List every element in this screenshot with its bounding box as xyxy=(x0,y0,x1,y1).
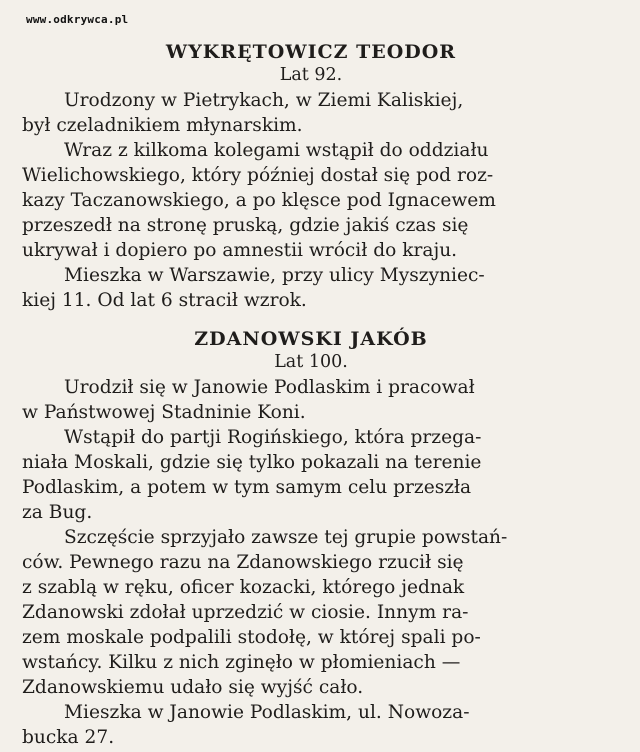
entry-name: ZDANOWSKI JAKÓB xyxy=(194,328,428,350)
text-line: Urodzony w Pietrykach, w Ziemi Kaliskiej, xyxy=(64,90,464,111)
text-line: Zdanowski zdołał uprzedzić w ciosie. Innym ra- xyxy=(22,602,469,623)
entry-age: Lat 100. xyxy=(274,352,348,372)
watermark: www.odkrywca.pl xyxy=(26,13,129,26)
text-line: ców. Pewnego razu na Zdanowskiego rzucił się xyxy=(22,552,464,573)
text-line: kazy Taczanowskiego, a po klęsce pod Ignacewem xyxy=(22,190,496,211)
entry-name: WYKRĘTOWICZ TEODOR xyxy=(165,41,457,63)
text-line: Wielichowskiego, który później dostał się pod roz- xyxy=(22,165,494,186)
paragraph xyxy=(22,138,600,263)
text-line: Wraz z kilkoma kolegami wstąpił do oddziału xyxy=(64,140,489,161)
text-line: ukrywał i dopiero po amnestii wrócił do kraju. xyxy=(22,240,458,261)
text-line: Mieszka w Warszawie, przy ulicy Myszyniec- xyxy=(64,265,485,286)
entry-age: Lat 92. xyxy=(279,65,343,85)
text-line: bucka 27. xyxy=(22,727,115,748)
document-page xyxy=(22,40,600,750)
text-line: zem moskale podpalili stodołę, w której spali po- xyxy=(22,627,481,648)
entry-zdanowski xyxy=(22,327,600,750)
text-line: Mieszka w Janowie Podlaskim, ul. Nowoza- xyxy=(64,702,470,723)
text-line: kiej 11. Od lat 6 stracił wzrok. xyxy=(22,290,307,311)
text-line: Zdanowskiemu udało się wyjść cało. xyxy=(22,677,364,698)
text-line: Szczęście sprzyjało zawsze tej grupie powstań- xyxy=(64,527,508,548)
paragraph xyxy=(22,525,600,700)
paragraph xyxy=(22,88,600,138)
text-line: z szablą w ręku, oficer kozacki, którego jednak xyxy=(22,577,465,598)
text-line: Urodził się w Janowie Podlaskim i pracował xyxy=(64,377,475,398)
text-line: w Państwowej Stadninie Koni. xyxy=(22,402,306,423)
paragraph xyxy=(22,375,600,425)
text-line: przeszedł na stronę pruską, gdzie jakiś czas się xyxy=(22,215,469,236)
text-line: Podlaskim, a potem w tym samym celu przeszła xyxy=(22,477,472,498)
text-line: Wstąpił do partji Rogińskiego, która przega- xyxy=(64,427,482,448)
entry-wykretowicz xyxy=(22,40,600,313)
paragraph xyxy=(22,263,600,313)
paragraph xyxy=(22,700,600,750)
text-line: wstańcy. Kilku z nich zginęło w płomieniach — xyxy=(22,652,461,673)
paragraph xyxy=(22,425,600,525)
text-line: był czeladnikiem młynarskim. xyxy=(22,115,303,136)
text-line: niała Moskali, gdzie się tylko pokazali na terenie xyxy=(22,452,482,473)
text-line: za Bug. xyxy=(22,502,93,523)
